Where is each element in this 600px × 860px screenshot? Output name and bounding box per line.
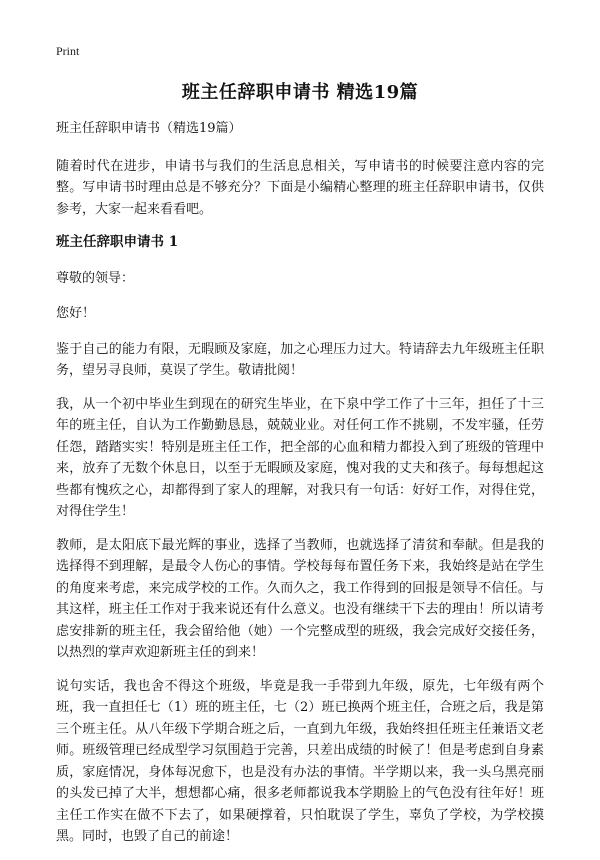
body-paragraph: 教师，是太阳底下最光辉的事业，选择了当教师，也就选择了清贫和奉献。但是我的选择得不到理解，是最令人伤心的事情。学校每每布置任务下来，我始终是站在学生的角度来考虑，来完成学校的工作。久而久之，我工作得到的回报是领导不信任。与其这样，班主任工作对于我来说还有什么意义。也没有继续干下去的理由！所以请考虑安排新的班主任，我会留给他（她）一个完整成型的班级，我会完成好交接任务，以热烈的掌声欢迎新班主任的到来！	[56, 537, 544, 660]
document-title: 班主任辞职申请书 精选19篇	[181, 82, 419, 103]
body-paragraph: 说句实话，我也舍不得这个班级，毕竟是我一手带到九年级，原先，七年级有两个班，我一直担任七（1）班的班主任，七（2）班已换两个班主任，合班之后，我是第三个班主任。从八年级下学期合班之后，一直到九年级，我始终担任班主任兼语文老师。班级管理已经成型学习氛围趋于完善，只差出成绩的时候了！但是考虑到自身素质，家庭情况，身体每况愈下，也是没有办法的事情。半学期以来，我一头乌黑亮丽的头发已掉了大半，想想都心痛，很多老师都说我本学期脸上的气色没有往年好！班主任工作实在做不下去了，如果硬撑着，只怕耽误了学生，辜负了学校，为学校摸黑。同时，也毁了自己的前途！	[56, 678, 544, 844]
salutation: 尊敬的领导：	[56, 270, 135, 286]
intro-paragraph: 随着时代在进步，申请书与我们的生活息息相关，写申请书的时候要注意内容的完整。写申请书时理由总是不够充分？下面是小编精心整理的班主任辞职申请书，仅供参考，大家一起来看看吧。	[56, 158, 544, 217]
body-paragraph: 我，从一个初中毕业生到现在的研究生毕业，在下泉中学工作了十三年，担任了十三年的班主任，自认为工作勤勤恳恳，兢兢业业。对任何工作不挑剔，不发牢骚，任劳任怨，踏踏实实！特别是班主任工作，把全部的心血和精力都投入到了班级的管理中来，放弃了无数个休息日，以至于无暇顾及家庭，愧对我的丈夫和孩子。每每想起这些都有愧疚之心，却都得到了家人的理解，对我只有一句话：好好工作，对得住党，对得住学生！	[56, 396, 544, 519]
document-body	[56, 118, 544, 860]
print-label: Print	[56, 44, 80, 58]
section-heading: 班主任辞职申请书 1	[56, 234, 179, 250]
greeting: 您好！	[56, 306, 96, 321]
body-paragraph: 鉴于自己的能力有限，无暇顾及家庭，加之心理压力过大。特请辞去九年级班主任职务，望另寻良师，莫误了学生。敬请批阅！	[56, 341, 544, 378]
document-subtitle: 班主任辞职申请书（精选19篇）	[56, 121, 242, 136]
